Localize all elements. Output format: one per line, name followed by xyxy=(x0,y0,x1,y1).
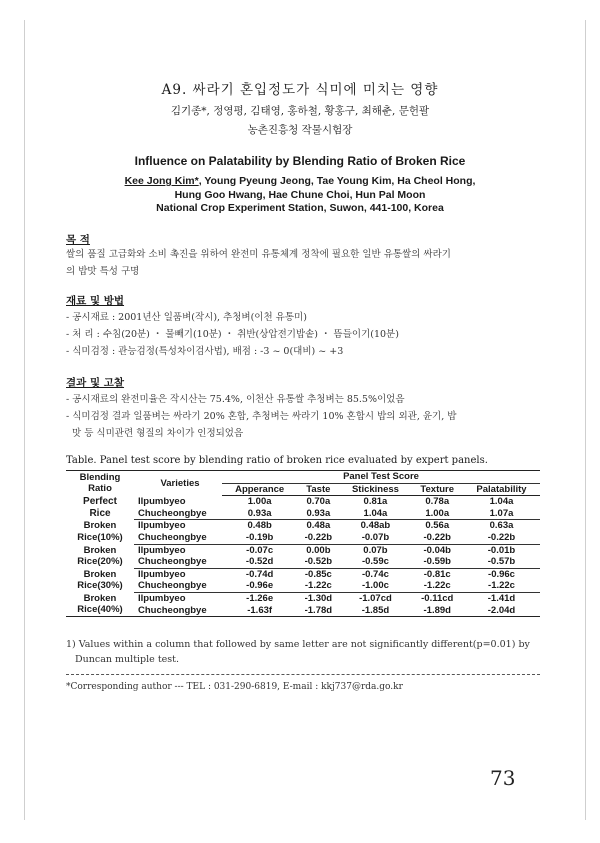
panel-test-table xyxy=(66,470,540,617)
english-authors-line-2: Hung Goo Hwang, Hae Chune Choi, Hun Pal Moon xyxy=(174,189,426,201)
variety-cell: Ilpumbyeo xyxy=(138,592,186,604)
value-cell: -0.19b xyxy=(222,532,297,544)
ratio-line: Broken xyxy=(83,520,117,532)
value-cell: -0.52d xyxy=(222,556,297,568)
objective-text xyxy=(66,246,536,280)
table-row xyxy=(66,568,540,580)
footnote-line: Duncan multiple test. xyxy=(66,654,179,665)
value-cell: 0.93a xyxy=(222,508,297,520)
blending-ratio-cell xyxy=(66,496,134,520)
value-cell: -0.96c xyxy=(488,568,515,580)
header-blending-line: Ratio xyxy=(88,483,112,495)
value-cell: 0.48b xyxy=(247,520,272,532)
table-row xyxy=(66,605,540,617)
column-header: Palatability xyxy=(463,483,540,496)
value-cell: 0.56a xyxy=(425,520,450,532)
value-cell: 1.04a xyxy=(339,508,411,520)
value-cell: 0.78a xyxy=(425,496,450,508)
materials-line: - 공시재료 : 2001년산 일품벼(작시), 추청벼(이천 유통미) xyxy=(66,312,307,323)
value-cell: -0.74c xyxy=(361,568,389,580)
value-cell: -1.85d xyxy=(339,605,411,617)
footnote-divider xyxy=(66,674,540,675)
value-cell: 1.00a xyxy=(247,496,272,508)
ratio-line: Rice(20%) xyxy=(77,556,123,568)
table-row xyxy=(66,496,540,508)
column-header: Taste xyxy=(297,483,339,496)
value-cell: 0.70a xyxy=(306,496,331,508)
table-row xyxy=(66,532,540,544)
table-row xyxy=(66,544,540,556)
korean-authors: 김기종*, 정영평, 김태영, 홍하철, 황홍구, 최해춘, 문헌팔 xyxy=(170,105,430,117)
value-cell: -0.01b xyxy=(487,544,516,556)
table-caption: Table. Panel test score by blending ratio of broken rice evaluated by expert panels. xyxy=(66,455,488,466)
materials-text xyxy=(66,309,536,360)
value-cell: 0.63a xyxy=(489,520,514,532)
value-cell: 0.93a xyxy=(297,508,339,520)
header-blending-line: Blending xyxy=(79,471,121,483)
corresponding-author-note: *Corresponding author --- TEL : 031-290-6819, E-mail : kkj737@rda.go.kr xyxy=(66,682,403,692)
blending-ratio-cell xyxy=(66,544,134,568)
table-footnote xyxy=(66,637,546,667)
ratio-line: Broken xyxy=(83,568,117,580)
value-cell: -0.96e xyxy=(222,580,297,592)
value-cell: -1.78d xyxy=(297,605,339,617)
results-line: - 식미검정 결과 일품벼는 싸라기 20% 혼합, 추청벼는 싸라기 10% 혼합시 밥의 외관, 윤기, 밥 xyxy=(66,411,457,422)
value-cell: 1.04a xyxy=(489,496,514,508)
variety-cell: Ilpumbyeo xyxy=(138,520,186,532)
table-row xyxy=(66,508,540,520)
ratio-line: Rice(40%) xyxy=(77,604,123,616)
header-panel-test-score: Panel Test Score xyxy=(222,471,540,484)
ratio-line: Perfect xyxy=(83,496,117,508)
value-cell: 0.81a xyxy=(363,496,388,508)
scan-edge-left xyxy=(24,20,25,820)
variety-cell: Chucheongbye xyxy=(134,508,222,520)
value-cell: -1.63f xyxy=(222,605,297,617)
results-line: 맛 등 식미관련 형질의 차이가 인정되었음 xyxy=(66,428,244,439)
english-authors xyxy=(0,174,600,202)
ratio-line: Broken xyxy=(83,544,117,556)
objective-heading: 목 적 xyxy=(66,234,90,246)
value-cell: 1.07a xyxy=(463,508,540,520)
english-title: Influence on Palatability by Blending Ratio of Broken Rice xyxy=(134,154,466,168)
value-cell: -0.57b xyxy=(463,556,540,568)
variety-cell: Ilpumbyeo xyxy=(138,495,186,507)
materials-line: - 식미검정 : 관능검정(특성차이검사법), 배점 : -3 ~ 0(대비) ~ +3 xyxy=(66,346,344,357)
column-header: Apperance xyxy=(222,483,297,496)
header-blending-ratio xyxy=(66,471,134,496)
ratio-line: Broken xyxy=(83,592,117,604)
value-cell: -2.04d xyxy=(463,605,540,617)
value-cell: 1.00a xyxy=(411,508,463,520)
objective-line: 쌀의 품질 고급화와 소비 촉진을 위하여 완전미 유통체계 정착에 필요한 일반 유통쌀의 싸라기 xyxy=(66,249,451,260)
korean-affiliation: 농촌진흥청 작물시험장 xyxy=(247,124,353,136)
value-cell: -1.00c xyxy=(339,580,411,592)
value-cell: -0.22b xyxy=(297,532,339,544)
english-authors-rest: , Young Pyeung Jeong, Tae Young Kim, Ha Cheol Hong, xyxy=(198,175,476,187)
value-cell: -0.22b xyxy=(411,532,463,544)
value-cell: -1.22c xyxy=(463,580,540,592)
objective-line: 의 밥맛 특성 구명 xyxy=(66,266,140,277)
column-header: Stickiness xyxy=(339,483,411,496)
value-cell: -1.41d xyxy=(487,592,516,604)
ratio-line: Rice(10%) xyxy=(77,531,123,543)
value-cell: 0.00b xyxy=(306,544,331,556)
ratio-line: Rice(30%) xyxy=(77,580,123,592)
variety-cell: Chucheongbye xyxy=(134,605,222,617)
results-text xyxy=(66,391,536,442)
value-cell: -0.85c xyxy=(304,568,332,580)
materials-line: - 처 리 : 수침(20분) ・ 물빼기(10분) ・ 취반(상압전기밥솥) ・ 뜸들이기(10분) xyxy=(66,329,399,340)
footnote-line: 1) Values within a column that followed by same letter are not significantly different(p=0.01) by xyxy=(66,639,530,650)
value-cell: -0.11cd xyxy=(421,592,454,604)
value-cell: -0.22b xyxy=(463,532,540,544)
variety-cell: Ilpumbyeo xyxy=(138,568,186,580)
value-cell: -0.04b xyxy=(423,544,451,556)
value-cell: -1.22c xyxy=(411,580,463,592)
blending-ratio-cell xyxy=(66,568,134,592)
value-cell: -0.07b xyxy=(339,532,411,544)
table-row xyxy=(66,580,540,592)
value-cell: -0.07c xyxy=(246,544,274,556)
results-heading: 결과 및 고찰 xyxy=(66,377,125,389)
variety-cell: Chucheongbye xyxy=(134,580,222,592)
header-varieties: Varieties xyxy=(134,471,222,496)
ratio-line: Rice xyxy=(89,507,111,519)
table-row xyxy=(66,520,540,532)
scan-edge-right xyxy=(585,20,586,820)
value-cell: 0.48a xyxy=(306,520,331,532)
value-cell: 0.07b xyxy=(363,544,388,556)
variety-cell: Ilpumbyeo xyxy=(138,544,186,556)
column-header: Texture xyxy=(411,483,463,496)
value-cell: -0.81c xyxy=(423,568,451,580)
value-cell: -1.89d xyxy=(411,605,463,617)
table-row xyxy=(66,556,540,568)
corresponding-author-name: Kee Jong Kim* xyxy=(124,175,199,187)
value-cell: -0.52b xyxy=(297,556,339,568)
materials-heading: 재료 및 방법 xyxy=(66,295,125,307)
variety-cell: Chucheongbye xyxy=(134,532,222,544)
page-number: 73 xyxy=(490,766,516,790)
value-cell: -1.30d xyxy=(304,592,333,604)
value-cell: -0.59b xyxy=(411,556,463,568)
value-cell: -1.22c xyxy=(297,580,339,592)
value-cell: -0.74d xyxy=(245,568,274,580)
blending-ratio-cell xyxy=(66,520,134,544)
korean-title: A9. 싸라기 혼입정도가 식미에 미치는 영향 xyxy=(161,82,439,98)
value-cell: 0.48ab xyxy=(360,520,391,532)
variety-cell: Chucheongbye xyxy=(134,556,222,568)
blending-ratio-cell xyxy=(66,592,134,616)
english-affiliation: National Crop Experiment Station, Suwon, 441-100, Korea xyxy=(156,202,444,214)
value-cell: -1.26e xyxy=(246,592,274,604)
english-authors-line-1 xyxy=(0,174,600,188)
table-row xyxy=(66,592,540,604)
value-cell: -0.59c xyxy=(339,556,411,568)
results-line: - 공시재료의 완전미율은 작시산는 75.4%, 이천산 유통쌀 추청벼는 85.5%이었음 xyxy=(66,394,405,405)
value-cell: -1.07cd xyxy=(359,592,392,604)
